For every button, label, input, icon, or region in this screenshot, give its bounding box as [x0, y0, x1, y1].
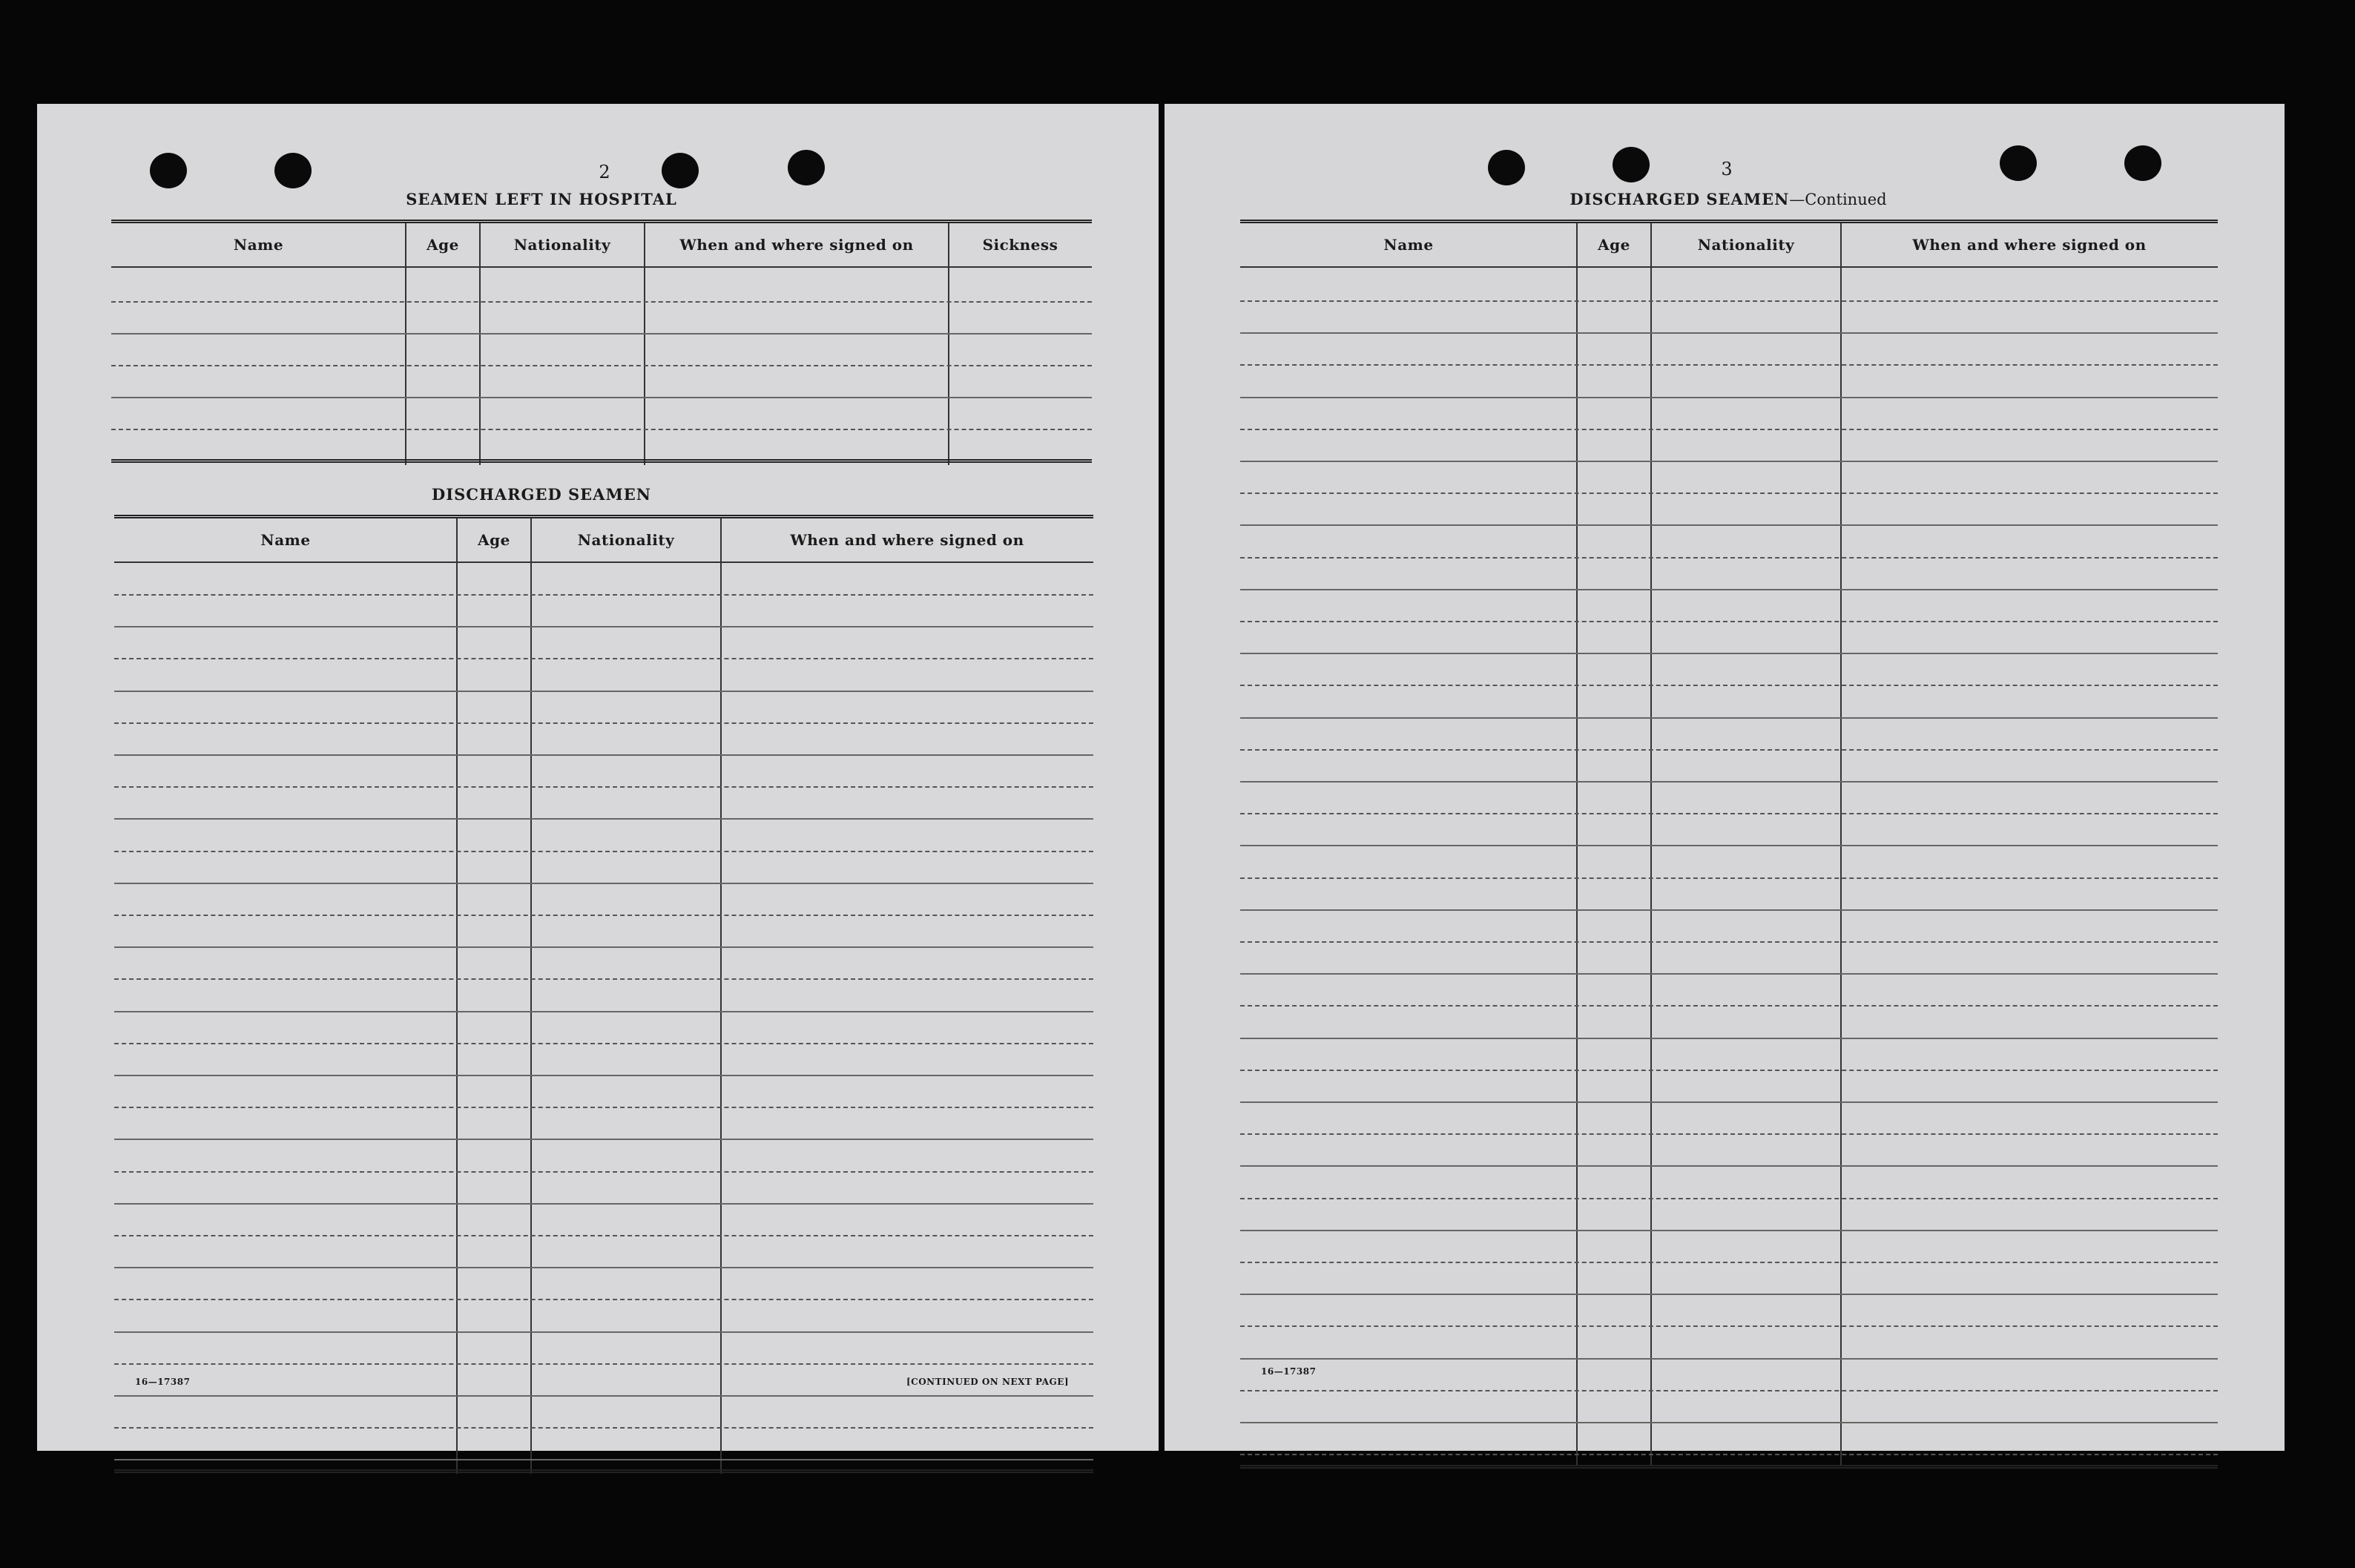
entry-line	[1240, 1101, 2218, 1103]
entry-line	[114, 1171, 1093, 1173]
col-header-nationality: Nationality	[513, 236, 611, 254]
col-header-name: Name	[233, 236, 284, 254]
entry-line	[114, 691, 1093, 692]
hospital-section-title: SEAMEN LEFT IN HOSPITAL	[406, 190, 677, 208]
entry-line	[1240, 1262, 2218, 1263]
entry-line	[1240, 653, 2218, 654]
entry-line	[1240, 1294, 2218, 1295]
form-number: 16—17387	[1261, 1366, 1317, 1377]
entry-line	[114, 722, 1093, 724]
entry-line	[111, 365, 1092, 366]
entry-line	[114, 1459, 1093, 1460]
entry-line	[114, 818, 1093, 820]
page-number: 3	[1721, 159, 1733, 179]
entry-line	[114, 1267, 1093, 1268]
entry-line	[114, 1107, 1093, 1108]
left-page	[37, 104, 1159, 1451]
entry-line	[1240, 1198, 2218, 1199]
entry-line	[1240, 397, 2218, 398]
entry-line	[1240, 300, 2218, 302]
col-header-signed-on: When and where signed on	[679, 236, 914, 254]
entry-line	[111, 397, 1092, 398]
entry-line	[1240, 845, 2218, 846]
entry-line	[1240, 781, 2218, 783]
col-header-signed-on: When and where signed on	[1912, 236, 2147, 254]
entry-line	[1240, 1358, 2218, 1360]
hospital-table	[111, 220, 1092, 465]
table-bottom-rule	[114, 1469, 1093, 1473]
discharged-table-header	[114, 518, 1093, 563]
entry-line	[114, 946, 1093, 948]
entry-line	[114, 1363, 1093, 1365]
entry-line	[1240, 589, 2218, 590]
punch-hole	[1488, 150, 1525, 185]
punch-hole	[788, 150, 825, 185]
col-header-age: Age	[426, 236, 459, 254]
entry-line	[1240, 1038, 2218, 1039]
entry-line	[114, 1395, 1093, 1397]
col-header-nationality: Nationality	[1697, 236, 1795, 254]
entry-line	[1240, 1070, 2218, 1071]
discharged-continued-header	[1240, 223, 2218, 268]
entry-line	[114, 883, 1093, 884]
entry-line	[1240, 364, 2218, 366]
discharged-continued-title	[1476, 190, 1980, 208]
punch-hole	[1613, 147, 1650, 182]
entry-line	[1240, 621, 2218, 622]
entry-line	[114, 1299, 1093, 1300]
entry-line	[1240, 332, 2218, 334]
entry-line	[114, 915, 1093, 916]
form-number: 16—17387	[135, 1377, 191, 1387]
entry-line	[111, 429, 1092, 430]
table-bottom-rule	[1240, 1465, 2218, 1469]
entry-line	[1240, 493, 2218, 494]
col-header-age: Age	[478, 531, 510, 549]
entry-line	[114, 1331, 1093, 1333]
punch-hole	[150, 153, 187, 188]
discharged-table	[114, 515, 1093, 1475]
entry-line	[114, 1075, 1093, 1076]
entry-line	[1240, 909, 2218, 911]
discharged-title-suffix: —Continued	[1789, 191, 1887, 208]
punch-hole	[2124, 145, 2161, 181]
entry-line	[114, 754, 1093, 756]
table-bottom-rule	[111, 459, 1092, 463]
entry-line	[1240, 524, 2218, 526]
entry-line	[114, 1043, 1093, 1044]
entry-line	[1240, 557, 2218, 559]
col-header-sickness: Sickness	[982, 236, 1058, 254]
entry-line	[1240, 685, 2218, 686]
punch-hole	[662, 153, 699, 188]
page-number: 2	[599, 162, 610, 182]
entry-line	[114, 658, 1093, 659]
hospital-table-header	[111, 223, 1092, 268]
entry-line	[1240, 717, 2218, 719]
entry-line	[114, 851, 1093, 852]
col-header-name: Name	[1383, 236, 1434, 254]
entry-line	[1240, 813, 2218, 814]
entry-line	[1240, 1390, 2218, 1391]
discharged-section-title: DISCHARGED SEAMEN	[432, 485, 651, 504]
entry-line	[114, 594, 1093, 596]
entry-line	[1240, 461, 2218, 462]
entry-line	[114, 1235, 1093, 1236]
punch-hole	[274, 153, 312, 188]
discharged-title-main: DISCHARGED SEAMEN	[1570, 190, 1790, 208]
punch-hole	[2000, 145, 2037, 181]
entry-line	[114, 786, 1093, 788]
entry-line	[1240, 1165, 2218, 1167]
entry-line	[114, 1427, 1093, 1429]
col-header-name: Name	[260, 531, 311, 549]
entry-line	[1240, 1454, 2218, 1455]
col-header-signed-on: When and where signed on	[790, 531, 1024, 549]
entry-line	[1240, 1230, 2218, 1231]
discharged-continued-table	[1240, 220, 2218, 1478]
entry-line	[1240, 941, 2218, 943]
entry-line	[114, 1203, 1093, 1205]
entry-line	[111, 333, 1092, 335]
col-header-nationality: Nationality	[577, 531, 675, 549]
entry-line	[1240, 1005, 2218, 1007]
entry-line	[114, 1139, 1093, 1140]
entry-line	[114, 1011, 1093, 1012]
continued-note: [CONTINUED ON NEXT PAGE]	[906, 1377, 1070, 1387]
entry-line	[1240, 1325, 2218, 1327]
entry-line	[114, 626, 1093, 627]
right-page	[1165, 104, 2285, 1451]
entry-line	[1240, 1133, 2218, 1135]
entry-line	[1240, 1422, 2218, 1423]
entry-line	[1240, 429, 2218, 430]
entry-line	[1240, 973, 2218, 975]
entry-line	[111, 301, 1092, 303]
entry-line	[1240, 877, 2218, 879]
entry-line	[1240, 749, 2218, 751]
entry-line	[114, 978, 1093, 980]
col-header-age: Age	[1598, 236, 1630, 254]
